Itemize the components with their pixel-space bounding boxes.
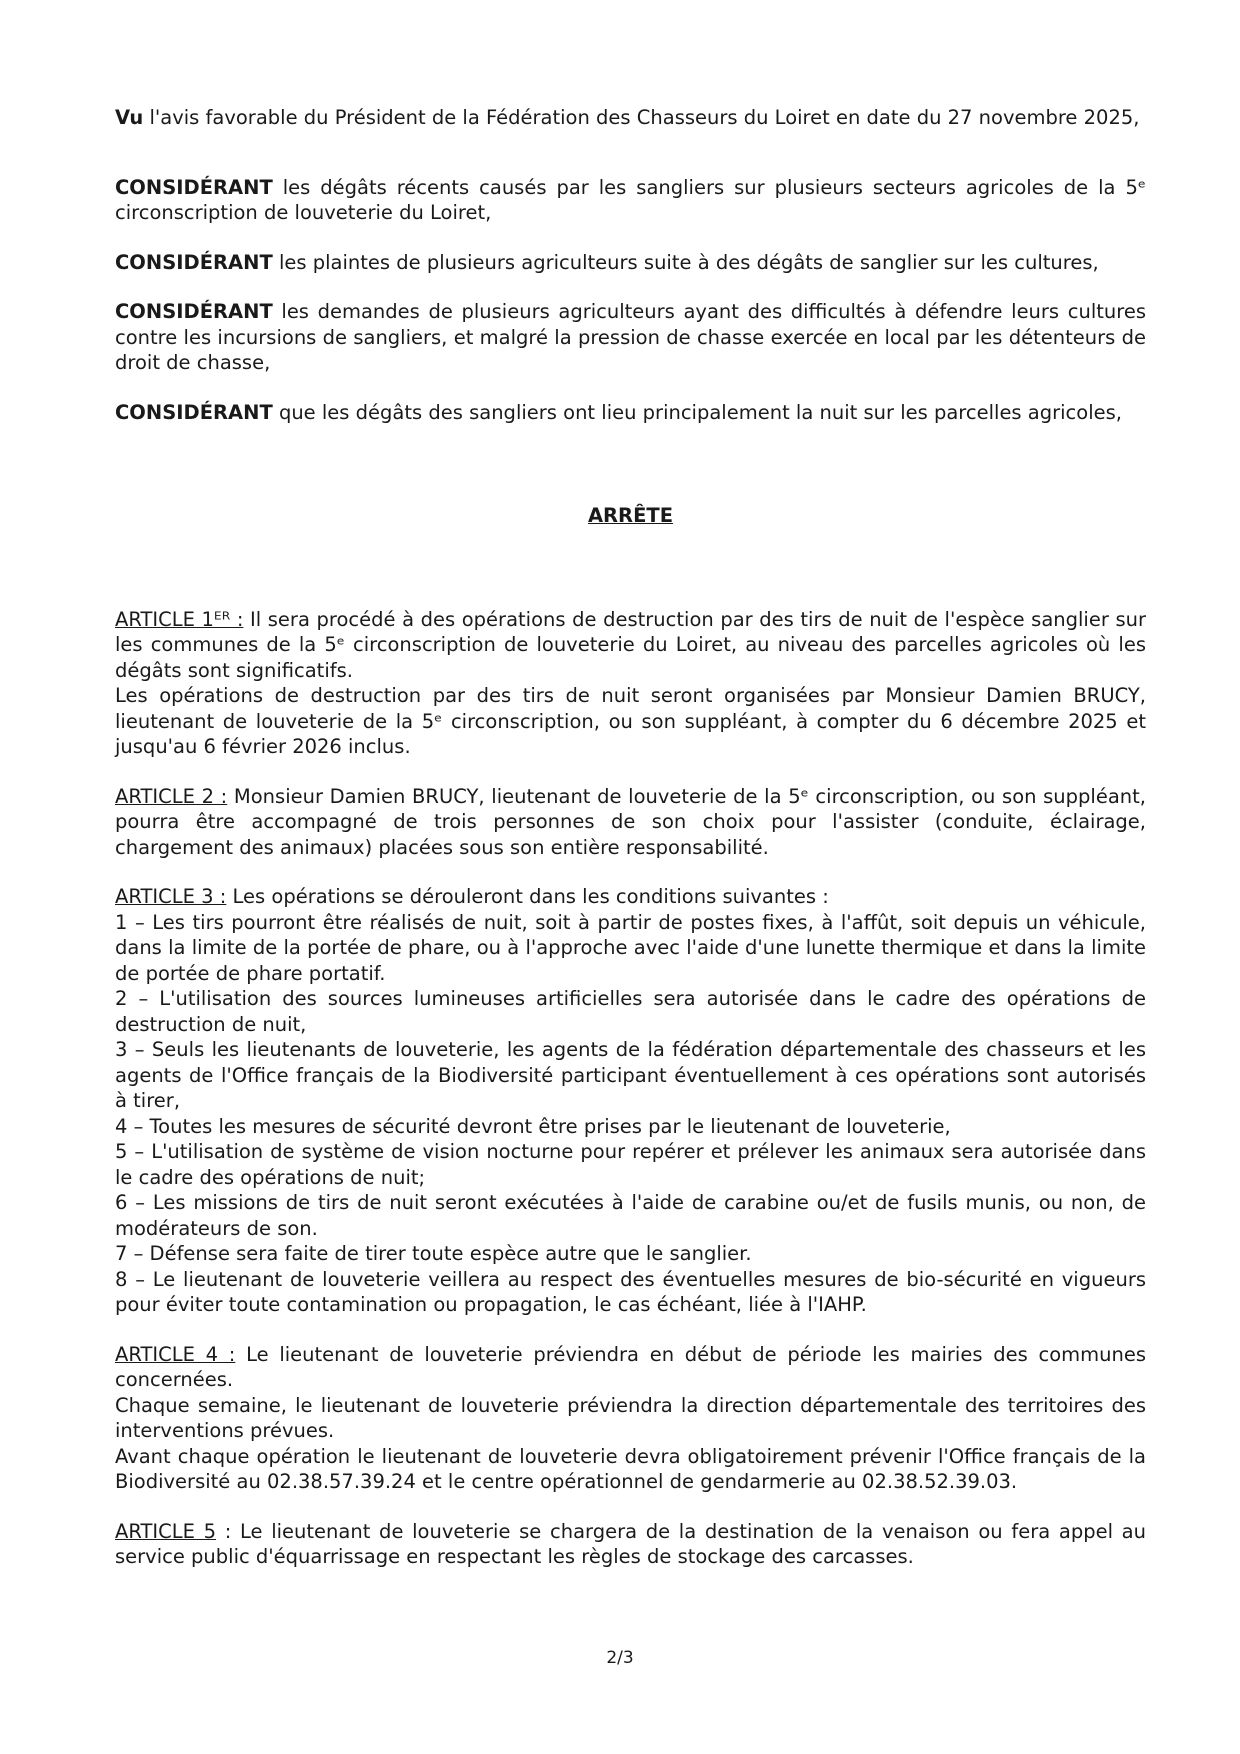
considerant-text: les dégâts récents causés par les sangliers sur plusieurs secteurs agricoles de la 5ᵉ circonscription de louveterie du Loiret, (115, 175, 1146, 224)
article-4-label: ARTICLE 4 : (115, 1342, 236, 1366)
article-3-item: 3 – Seuls les lieutenants de louveterie, les agents de la fédération départementale des chasseurs et les agents de l'Office français de la Biodiversité participant éventuellement à ces opérations sont autorisés à tirer, (115, 1038, 1146, 1112)
article-1-paragraph-2: Les opérations de destruction par des tirs de nuit seront organisées par Monsieur Damien BRUCY, lieutenant de louveterie de la 5ᵉ circonscription, ou son suppléant, à compter du 6 décembre 2025 et jusqu'au 6 février 2026 inclus. (115, 684, 1146, 758)
vu-keyword: Vu (115, 106, 144, 129)
article-5-label: ARTICLE 5 (115, 1519, 217, 1543)
considerant-2 (115, 250, 1146, 276)
article-4-paragraph-3: Avant chaque opération le lieutenant de louveterie devra obligatoirement prévenir l'Office français de la Biodiversité au 02.38.57.39.24 et le centre opérationnel de gendarmerie au 02.38.52.39.03. (115, 1444, 1146, 1493)
article-3-intro (115, 884, 1146, 910)
vu-paragraph (115, 105, 1146, 131)
considerant-1 (115, 175, 1146, 226)
article-3-item: 8 – Le lieutenant de louveterie veillera au respect des éventuelles mesures de bio-sécurité en vigueurs pour éviter toute contamination ou propagation, le cas échéant, liée à l'IAHP. (115, 1267, 1146, 1316)
decision-title-wrap (115, 503, 1146, 529)
article-3-intro-text: Les opérations se dérouleront dans les conditions suivantes : (226, 885, 829, 908)
article-4-paragraph (115, 1342, 1146, 1393)
document-page (115, 105, 1146, 1594)
article-5-paragraph (115, 1519, 1146, 1570)
article-1-paragraph (115, 607, 1146, 684)
article-2-label: ARTICLE 2 : (115, 784, 228, 808)
page-number: 2/3 (606, 1648, 634, 1668)
considerant-3 (115, 299, 1146, 376)
considerant-keyword: CONSIDÉRANT (115, 175, 273, 199)
considerant-text: que les dégâts des sangliers ont lieu principalement la nuit sur les parcelles agricoles, (272, 400, 1122, 424)
article-3-item: 7 – Défense sera faite de tirer toute espèce autre que le sanglier. (115, 1242, 752, 1265)
article-3-item: 4 – Toutes les mesures de sécurité devront être prises par le lieutenant de louveterie, (115, 1114, 951, 1138)
article-5-text: : Le lieutenant de louveterie se chargera de la destination de la venaison ou fera appel au service public d'équarrissage en respectant les règles de stockage des carcasses. (115, 1519, 1146, 1568)
article-4 (115, 1342, 1146, 1495)
article-2-text: Monsieur Damien BRUCY, lieutenant de louveterie de la 5ᵉ circonscription, ou son suppléant, pourra être accompagné de trois personnes de son choix pour l'assister (conduite, éclairage, chargement des animaux) placées sous son entière responsabilité. (115, 784, 1146, 859)
article-3 (115, 884, 1146, 1318)
article-3-item: 2 – L'utilisation des sources lumineuses artificielles sera autorisée dans le cadre des opérations de destruction de nuit, (115, 987, 1146, 1036)
article-3-label: ARTICLE 3 : (115, 885, 227, 908)
article-1-label: ARTICLE 1ᴱᴿ : (115, 607, 244, 631)
considerant-keyword: CONSIDÉRANT (115, 250, 273, 274)
article-2 (115, 784, 1146, 861)
article-4-text: Le lieutenant de louveterie préviendra en début de période les mairies des communes concernées. (115, 1342, 1146, 1391)
considerant-4 (115, 400, 1146, 426)
article-3-item: 6 – Les missions de tirs de nuit seront exécutées à l'aide de carabine ou/et de fusils munis, ou non, de modérateurs de son. (115, 1191, 1146, 1240)
article-5 (115, 1519, 1146, 1570)
considerant-text: les plaintes de plusieurs agriculteurs suite à des dégâts de sanglier sur les cultures, (272, 250, 1099, 274)
article-3-item: 5 – L'utilisation de système de vision nocturne pour repérer et prélever les animaux sera autorisée dans le cadre des opérations de nuit; (115, 1140, 1146, 1189)
vu-text: l'avis favorable du Président de la Fédération des Chasseurs du Loiret en date du 27 novembre 2025, (143, 106, 1140, 129)
article-3-item: 1 – Les tirs pourront être réalisés de nuit, soit à partir de postes fixes, à l'affût, soit depuis un véhicule, dans la limite de la portée de phare, ou à l'approche avec l'aide d'une lunette thermique et dans la limite de portée de phare portatif. (115, 910, 1146, 985)
article-1 (115, 607, 1146, 760)
article-1-text: Il sera procédé à des opérations de destruction par des tirs de nuit de l'espèce sanglier sur les communes de la 5ᵉ circonscription de louveterie du Loiret, au niveau des parcelles agricoles où les dégâts sont significatifs. (115, 607, 1146, 682)
decision-title: ARRÊTE (587, 504, 674, 527)
considerant-text: les demandes de plusieurs agriculteurs ayant des difficultés à défendre leurs cultures contre les incursions de sangliers, et malgré la pression de chasse exercée en local par les détenteurs de droit de chasse, (115, 300, 1146, 374)
article-4-paragraph-2: Chaque semaine, le lieutenant de louveterie préviendra la direction départementale des territoires des interventions prévues. (115, 1393, 1146, 1442)
article-2-paragraph (115, 784, 1146, 861)
considerant-keyword: CONSIDÉRANT (115, 300, 273, 323)
considerant-keyword: CONSIDÉRANT (115, 400, 273, 424)
